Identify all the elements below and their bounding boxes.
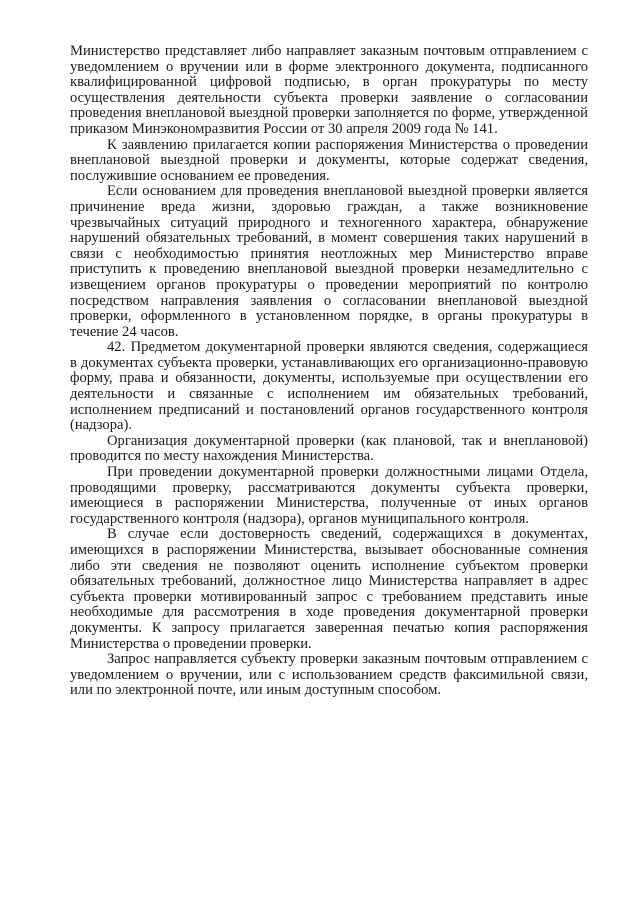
paragraph-reasoned-request: В случае если достоверность сведений, содержащихся в документах, имеющихся в распоряжении Министерства, вызывает обоснованные сомнения либо эти сведения не позволяют оценить исполнение субъектом проверки обязательных требований, должностное лицо Министерства направляет в адрес субъекта проверки мотивированный запрос с требованием представить иные необходимые для рассмотрения в ходе проведения документарной проверки документы. К запросу прилагается заверенная печатью копия распоряжения Министерства о проведении проверки. — [70, 526, 588, 652]
paragraph-application-submission: Министерство представляет либо направляет заказным почтовым отправлением с уведомлением о вручении или в форме электронного документа, подписанного квалифицированной цифровой подписью, в орган прокуратуры по месту осуществления деятельности субъекта проверки заявление о согласовании проведения внеплановой выездной проверки заполняется по форме, утвержденной приказом Минэкономразвития России от 30 апреля 2009 года № 141. — [70, 43, 588, 137]
paragraph-urgent-inspection: Если основанием для проведения внеплановой выездной проверки является причинение вреда жизни, здоровью граждан, а также возникновение чрезвычайных ситуаций природного и техногенного характера, обнаружение нарушений обязательных требований, в момент совершения таких нарушений в связи с необходимостью принятия неотложных мер Министерство вправе приступить к проведению внеплановой выездной проверки незамедлительно с извещением органов прокуратуры о проведении мероприятий по контролю посредством направления заявления о согласовании внеплановой выездной проверки, оформленного в установленном порядке, в органы прокуратуры в течение 24 часов. — [70, 183, 588, 340]
paragraph-documents-review: При проведении документарной проверки должностными лицами Отдела, проводящими проверку, рассматриваются документы субъекта проверки, имеющиеся в распоряжении Министерства, полученные от иных органов государственного контроля (надзора), органов муниципального контроля. — [70, 464, 588, 527]
paragraph-request-delivery: Запрос направляется субъекту проверки заказным почтовым отправлением с уведомлением о вручении, или с использованием средств факсимильной связи, или по электронной почте, или иным доступным способом. — [70, 651, 588, 699]
paragraph-application-attachments: К заявлению прилагается копии распоряжения Министерства о проведении внеплановой выездной проверки и документы, которые содержат сведения, послужившие основанием ее проведения. — [70, 136, 588, 184]
document-page — [70, 44, 588, 699]
paragraph-42-documentary-subject: 42. Предметом документарной проверки являются сведения, содержащиеся в документах субъекта проверки, устанавливающих его организационно-правовую форму, права и обязанности, документы, используемые при осуществлении его деятельности и связанные с исполнением им обязательных требований, исполнением предписаний и постановлений органов государственного контроля (надзора). — [70, 339, 588, 434]
paragraph-documentary-location: Организация документарной проверки (как плановой, так и внеплановой) проводится по месту нахождения Министерства. — [70, 432, 588, 465]
